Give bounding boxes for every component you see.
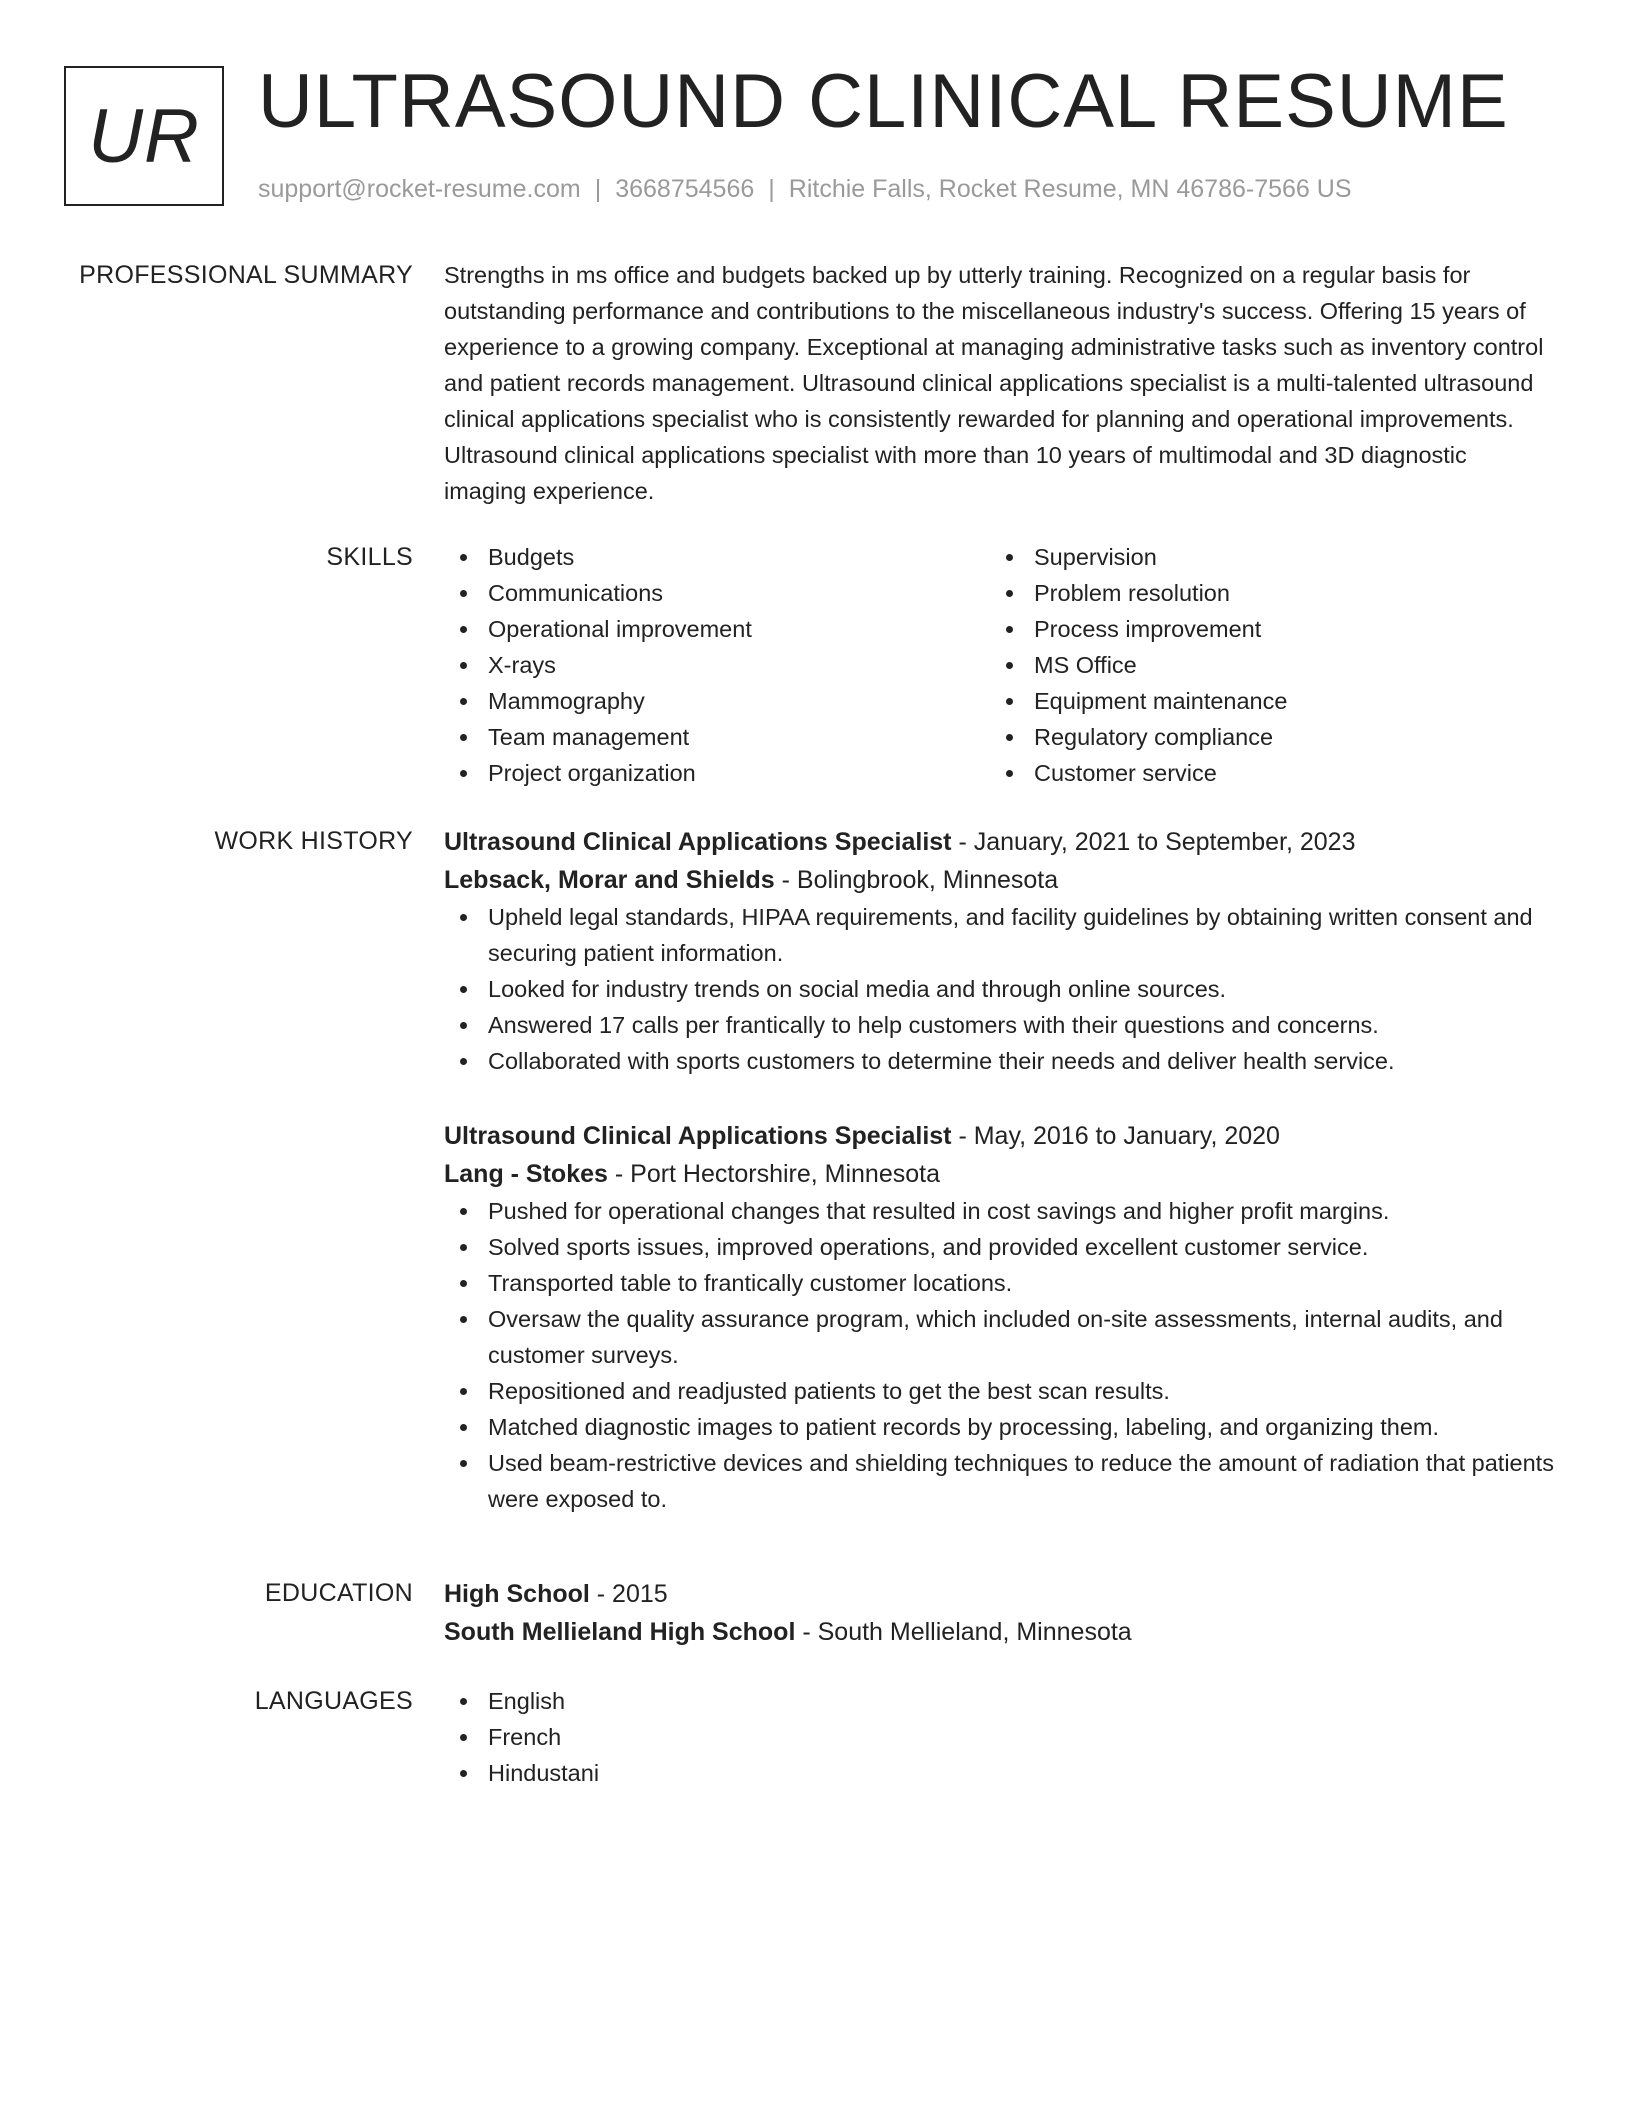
language-item: French bbox=[444, 1719, 1554, 1755]
summary-body bbox=[444, 257, 1554, 509]
job-company: Lebsack, Morar and Shields bbox=[444, 866, 775, 894]
skill-item: Supervision bbox=[990, 539, 1536, 575]
job-entry bbox=[444, 1117, 1554, 1517]
skill-item: Problem resolution bbox=[990, 575, 1536, 611]
education-school: South Mellieland High School bbox=[444, 1618, 796, 1646]
job-company-line bbox=[444, 1155, 1554, 1193]
languages-body bbox=[444, 1683, 1554, 1791]
job-duty: Pushed for operational changes that resulted in cost savings and higher profit margins. bbox=[444, 1193, 1554, 1229]
job-company: Lang - Stokes bbox=[444, 1160, 608, 1188]
job-duty: Collaborated with sports customers to determine their needs and deliver health service. bbox=[444, 1043, 1554, 1079]
section-label-languages: LANGUAGES bbox=[254, 1687, 413, 1715]
skill-item: Equipment maintenance bbox=[990, 683, 1536, 719]
contact-separator: | bbox=[594, 175, 602, 203]
education-degree-line bbox=[444, 1575, 1554, 1613]
job-dates: - May, 2016 to January, 2020 bbox=[951, 1122, 1280, 1150]
skill-item: Regulatory compliance bbox=[990, 719, 1536, 755]
job-company-line bbox=[444, 861, 1554, 899]
job-title-line bbox=[444, 1117, 1554, 1155]
education-degree: High School bbox=[444, 1580, 590, 1608]
section-label-work-history: WORK HISTORY bbox=[214, 827, 413, 855]
skills-left-list bbox=[444, 539, 990, 791]
resume-title: ULTRASOUND CLINICAL RESUME bbox=[258, 59, 1509, 144]
skill-item: Process improvement bbox=[990, 611, 1536, 647]
contact-email: support@rocket-resume.com bbox=[258, 175, 581, 203]
education-body bbox=[444, 1575, 1554, 1651]
languages-list bbox=[444, 1683, 1554, 1791]
contact-line bbox=[258, 174, 1352, 204]
job-duty: Oversaw the quality assurance program, which included on-site assessments, internal audits, and customer surveys. bbox=[444, 1301, 1554, 1373]
skill-item: Communications bbox=[444, 575, 990, 611]
contact-phone: 3668754566 bbox=[615, 175, 755, 203]
job-title: Ultrasound Clinical Applications Specialist bbox=[444, 1122, 952, 1150]
skills-body bbox=[444, 539, 1554, 791]
job-location: - Bolingbrook, Minnesota bbox=[774, 866, 1059, 894]
skill-item: MS Office bbox=[990, 647, 1536, 683]
skill-item: Operational improvement bbox=[444, 611, 990, 647]
section-label-summary: PROFESSIONAL SUMMARY bbox=[79, 261, 413, 289]
education-school-line bbox=[444, 1613, 1554, 1651]
job-duty: Upheld legal standards, HIPAA requirements, and facility guidelines by obtaining written consent and securing patient information. bbox=[444, 899, 1554, 971]
skill-item: X-rays bbox=[444, 647, 990, 683]
education-location: - South Mellieland, Minnesota bbox=[795, 1618, 1132, 1646]
skill-item: Team management bbox=[444, 719, 990, 755]
contact-separator: | bbox=[768, 175, 775, 203]
job-duty: Solved sports issues, improved operations, and provided excellent customer service. bbox=[444, 1229, 1554, 1265]
job-duties-list bbox=[444, 1193, 1554, 1517]
job-location: - Port Hectorshire, Minnesota bbox=[607, 1160, 940, 1188]
section-label-skills: SKILLS bbox=[326, 543, 413, 571]
job-dates: - January, 2021 to September, 2023 bbox=[951, 828, 1356, 856]
summary-text: Strengths in ms office and budgets backed up by utterly training. Recognized on a regular basis for outstanding performance and contributions to the miscellaneous industry's success. Offering 15 years of experience to a growing company. Exceptional at managing administrative tasks such as inventory control and patient records management. Ultrasound clinical applications specialist is a multi-talented ultrasound clinical applications specialist who is consistently rewarded for planning and operational improvements. Ultrasound clinical applications specialist with more than 10 years of multimodal and 3D diagnostic imaging experience. bbox=[444, 262, 1544, 504]
job-duty: Answered 17 calls per frantically to help customers with their questions and concerns. bbox=[444, 1007, 1554, 1043]
language-item: Hindustani bbox=[444, 1755, 1554, 1791]
job-title: Ultrasound Clinical Applications Specialist bbox=[444, 828, 952, 856]
job-title-line bbox=[444, 823, 1554, 861]
contact-address: Ritchie Falls, Rocket Resume, MN 46786-7566 US bbox=[788, 175, 1352, 203]
skills-right-list bbox=[990, 539, 1536, 791]
language-item: English bbox=[444, 1683, 1554, 1719]
work-history-body bbox=[444, 823, 1554, 1517]
skill-item: Customer service bbox=[990, 755, 1536, 791]
job-duty: Looked for industry trends on social media and through online sources. bbox=[444, 971, 1554, 1007]
job-duty: Transported table to frantically customer locations. bbox=[444, 1265, 1554, 1301]
job-duty: Matched diagnostic images to patient records by processing, labeling, and organizing them. bbox=[444, 1409, 1554, 1445]
education-year: - 2015 bbox=[589, 1580, 668, 1608]
job-duties-list bbox=[444, 899, 1554, 1079]
job-duty: Used beam-restrictive devices and shielding techniques to reduce the amount of radiation that patients were exposed to. bbox=[444, 1445, 1554, 1517]
skill-item: Mammography bbox=[444, 683, 990, 719]
skill-item: Project organization bbox=[444, 755, 990, 791]
job-entry bbox=[444, 823, 1554, 1079]
monogram-logo: UR bbox=[64, 66, 224, 206]
skill-item: Budgets bbox=[444, 539, 990, 575]
job-duty: Repositioned and readjusted patients to get the best scan results. bbox=[444, 1373, 1554, 1409]
section-label-education: EDUCATION bbox=[264, 1579, 413, 1607]
